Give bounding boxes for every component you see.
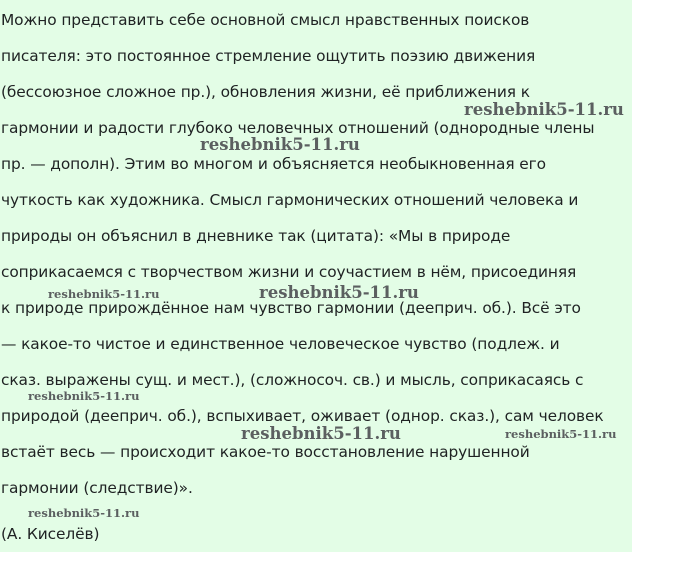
text-line: сказ. выражены сущ. и мест.), (сложносоч. св.) и мысль, соприкасаясь с xyxy=(1,371,584,389)
text-line: чуткость как художника. Смысл гармонических отношений человека и xyxy=(1,191,579,209)
text-line: гармонии и радости глубоко человечных отношений (однородные члены xyxy=(1,119,595,137)
watermark-text: reshebnik5-11.ru xyxy=(464,100,624,119)
watermark-text: reshebnik5-11.ru xyxy=(28,506,140,520)
text-line: природы он объяснил в дневнике так (цитата): «Мы в природе xyxy=(1,227,511,245)
watermark-text: reshebnik5-11.ru xyxy=(200,135,360,154)
text-line: гармонии (следствие)». xyxy=(1,479,193,497)
text-line: пр. — дополн). Этим во многом и объясняется необыкновенная его xyxy=(1,155,546,173)
watermark-text: reshebnik5-11.ru xyxy=(28,389,140,403)
text-line: к природе прирождённое нам чувство гармонии (дееприч. об.). Всё это xyxy=(1,299,581,317)
watermark-text: reshebnik5-11.ru xyxy=(48,287,160,301)
text-line: — какое-то чистое и единственное человеческое чувство (подлеж. и xyxy=(1,335,560,353)
text-line: Можно представить себе основной смысл нравственных поисков xyxy=(1,11,530,29)
watermark-text: reshebnik5-11.ru xyxy=(259,283,419,302)
author-signature: (А. Киселёв) xyxy=(1,525,100,543)
text-line: соприкасаемся с творчеством жизни и соучастием в нём, присоединяя xyxy=(1,263,577,281)
text-line: (бессоюзное сложное пр.), обновления жизни, её приближения к xyxy=(1,83,530,101)
text-line: природой (дееприч. об.), вспыхивает, оживает (однор. сказ.), сам человек xyxy=(1,407,604,425)
text-line: писателя: это постоянное стремление ощутить поэзию движения xyxy=(1,47,536,65)
watermark-text: reshebnik5-11.ru xyxy=(241,424,401,443)
watermark-text: reshebnik5-11.ru xyxy=(505,427,617,441)
text-line: встаёт весь — происходит какое-то восстановление нарушенной xyxy=(1,443,530,461)
